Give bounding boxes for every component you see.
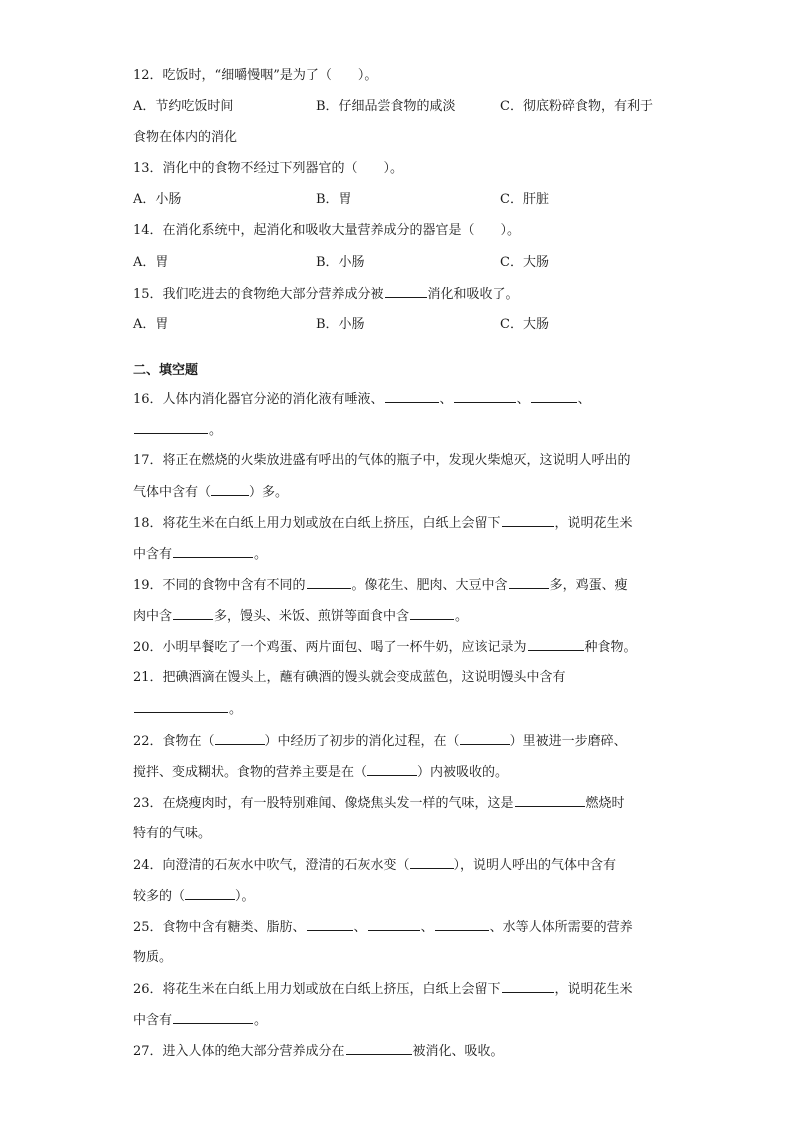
q16-blank-4[interactable] [134, 420, 208, 434]
q16-blank-2[interactable] [454, 389, 516, 403]
q20-blank[interactable] [528, 637, 584, 651]
q19-text-d: 肉中含 [133, 609, 173, 624]
q15-option-b[interactable]: B．小肠 [316, 317, 365, 332]
question-15-stem [133, 284, 519, 305]
question-25-line2: 物质。 [133, 950, 173, 965]
question-17-line1: 17．将正在燃烧的火柴放进盛有呼出的气体的瓶子中，发现火柴熄灭，这说明人呼出的 [133, 453, 631, 468]
q16-sep-1: 、 [439, 392, 453, 407]
question-22-line2 [133, 762, 508, 783]
q23-text-b: 燃烧时 [585, 796, 625, 811]
question-19-line1 [133, 575, 628, 596]
q26-text-d: 。 [254, 1013, 268, 1028]
question-18-line2 [133, 544, 267, 565]
question-14-stem: 14．在消化系统中，起消化和吸收大量营养成分的器官是（ ）。 [133, 223, 521, 238]
q25-blank-2[interactable] [368, 917, 420, 931]
q22-blank-2[interactable] [460, 731, 510, 745]
question-26-line1 [133, 979, 633, 1000]
q14-option-c[interactable]: C．大肠 [500, 255, 549, 270]
question-19-line2 [133, 606, 468, 627]
q26-text-c: 中含有 [133, 1013, 173, 1028]
question-22-line1 [133, 731, 627, 752]
q21-blank[interactable] [134, 699, 228, 713]
q25-text-b: 、水等人体所需要的营养 [489, 920, 633, 935]
q18-text-a: 18．将花生米在白纸上用力划或放在白纸上挤压，白纸上会留下 [133, 516, 501, 531]
question-13-stem: 13．消化中的食物不经过下列器官的（ ）。 [133, 161, 404, 176]
question-21-line2 [133, 699, 242, 720]
question-27 [133, 1041, 504, 1062]
q26-text-b: ，说明花生米 [554, 982, 633, 997]
q19-text-b: 。像花生、肥肉、大豆中含 [351, 578, 508, 593]
q22-blank-3[interactable] [367, 762, 417, 776]
q19-blank-3[interactable] [173, 606, 213, 620]
q15-stem-b: 消化和吸收了。 [427, 287, 519, 302]
q25-blank-1[interactable] [307, 917, 353, 931]
q24-text-c: 较多的（ [133, 889, 186, 904]
q27-blank[interactable] [346, 1041, 412, 1055]
q18-text-c: 中含有 [133, 547, 173, 562]
question-18-line1 [133, 513, 633, 534]
q20-text-a: 20．小明早餐吃了一个鸡蛋、两片面包、喝了一杯牛奶，应该记录为 [133, 640, 527, 655]
q15-stem-a: 15．我们吃进去的食物绝大部分营养成分被 [133, 287, 384, 302]
q19-text-f: 。 [455, 609, 469, 624]
q26-blank-2[interactable] [173, 1010, 253, 1024]
q25-sep-2: 、 [420, 920, 434, 935]
q22-text-d: 搅拌、变成糊状。食物的营养主要是在（ [133, 765, 368, 780]
q13-option-c[interactable]: C．肝脏 [500, 192, 549, 207]
q16-text: 16．人体内消化器官分泌的消化液有唾液、 [133, 392, 384, 407]
q24-text-b: ），说明人呼出的气体中含有 [453, 858, 617, 873]
question-24-line1 [133, 855, 616, 876]
q18-text-d: 。 [254, 547, 268, 562]
q25-text-a: 25．食物中含有糖类、脂肪、 [133, 920, 306, 935]
q26-blank-1[interactable] [502, 979, 554, 993]
q12-option-c-cont: 食物在体内的消化 [133, 130, 238, 145]
q18-blank-1[interactable] [502, 513, 554, 527]
q27-text-a: 27．进入人体的绝大部分营养成分在 [133, 1044, 345, 1059]
q17-blank[interactable] [211, 482, 249, 496]
q23-text-a: 23．在烧瘦肉时，有一股特别难闻、像烧焦头发一样的气味，这是 [133, 796, 514, 811]
q13-option-b[interactable]: B．胃 [316, 192, 352, 207]
q15-option-c[interactable]: C．大肠 [500, 317, 549, 332]
q23-blank[interactable] [515, 793, 585, 807]
q19-blank-4[interactable] [410, 606, 454, 620]
q16-end: 。 [209, 423, 223, 438]
q19-text-c: 多，鸡蛋、瘦 [549, 578, 628, 593]
q17-text-a: 气体中含有（ [133, 485, 212, 500]
question-23-line2: 特有的气味。 [133, 826, 212, 841]
q13-option-a[interactable]: A．小肠 [133, 192, 182, 207]
q19-blank-2[interactable] [509, 575, 549, 589]
q22-text-a: 22．食物在（ [133, 734, 215, 749]
q20-text-b: 种食物。 [584, 640, 637, 655]
q15-blank[interactable] [385, 284, 427, 298]
question-12-stem: 12．吃饭时，“细嚼慢咽”是为了（ ）。 [133, 68, 378, 83]
q22-text-e: ）内被吸收的。 [417, 765, 509, 780]
question-12 [133, 66, 377, 86]
q25-blank-3[interactable] [435, 917, 489, 931]
q18-blank-2[interactable] [173, 544, 253, 558]
q14-option-b[interactable]: B．小肠 [316, 255, 365, 270]
q17-text-b: ）多。 [249, 485, 289, 500]
q24-blank-1[interactable] [410, 855, 454, 869]
question-23-line1 [133, 793, 625, 814]
question-26-line2 [133, 1010, 267, 1031]
q14-option-a[interactable]: A．胃 [133, 255, 169, 270]
question-24-line2 [133, 886, 255, 907]
q27-text-b: 被消化、吸收。 [412, 1044, 504, 1059]
q12-option-b[interactable]: B．仔细品尝食物的咸淡 [316, 99, 456, 114]
q25-sep-1: 、 [353, 920, 367, 935]
q24-blank-2[interactable] [185, 886, 235, 900]
q12-option-c[interactable]: C．彻底粉碎食物，有利于 [500, 99, 653, 114]
q15-option-a[interactable]: A．胃 [133, 317, 169, 332]
question-20 [133, 637, 637, 658]
q12-option-a[interactable]: A．节约吃饭时间 [133, 99, 234, 114]
q19-text-a: 19．不同的食物中含有不同的 [133, 578, 306, 593]
q26-text-a: 26．将花生米在白纸上用力划或放在白纸上挤压，白纸上会留下 [133, 982, 501, 997]
q16-blank-1[interactable] [385, 389, 439, 403]
question-25-line1 [133, 917, 633, 938]
q16-sep-2: 、 [516, 392, 530, 407]
q22-text-c: ）里被进一步磨碎、 [509, 734, 627, 749]
q24-text-d: ）。 [235, 889, 255, 904]
q16-blank-3[interactable] [531, 389, 577, 403]
q19-text-e: 多，馒头、米饭、煎饼等面食中含 [214, 609, 410, 624]
question-16-line1 [133, 389, 591, 410]
question-17-line2 [133, 482, 288, 503]
q22-text-b: ）中经历了初步的消化过程，在（ [264, 734, 460, 749]
q19-blank-1[interactable] [307, 575, 351, 589]
q24-text-a: 24．向澄清的石灰水中吹气，澄清的石灰水变（ [133, 858, 410, 873]
q16-sep-3: 、 [577, 392, 591, 407]
q18-text-b: ，说明花生米 [554, 516, 633, 531]
q21-end: 。 [229, 702, 243, 717]
question-16-line2 [133, 420, 222, 441]
section-title-fill-in: 二、填空题 [133, 363, 199, 378]
q22-blank-1[interactable] [215, 731, 265, 745]
question-21-line1: 21．把碘酒滴在馒头上，蘸有碘酒的馒头就会变成蓝色，这说明馒头中含有 [133, 670, 566, 685]
